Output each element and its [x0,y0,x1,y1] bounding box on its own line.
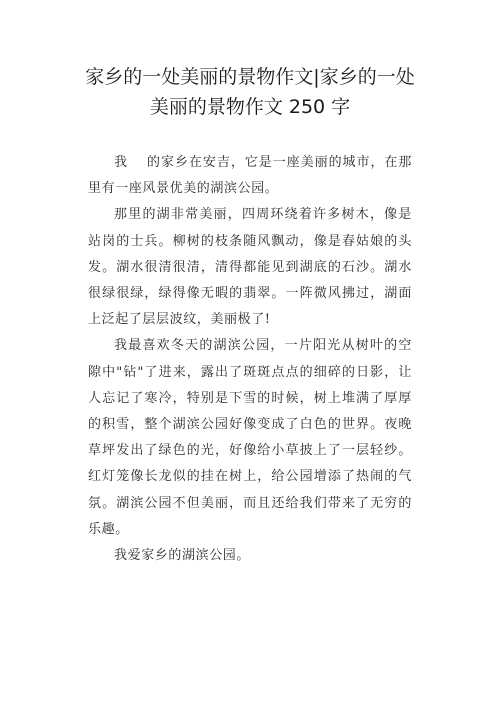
paragraph-3: 我最喜欢冬天的湖滨公园，一片阳光从树叶的空隙中"钻"了进来，露出了斑斑点点的细碎的日影，让人忘记了寒冷，特别是下雪的时候，树上堆满了厚厚的积雪，整个湖滨公园好像变成了白色的世界。夜晚草坪发出了绿色的光，好像给小草披上了一层轻纱。红灯笼像长龙似的挂在树上，给公园增添了热闹的气氛。湖滨公园不但美丽，而且还给我们带来了无穷的乐趣。 [88,338,412,537]
document-title-line-2: 美丽的景物作文 250 字 [149,96,351,118]
paragraph-1: 我 的家乡在安吉，它是一座美丽的城市，在那里有一座风景优美的湖滨公园。 [88,155,412,197]
paragraph-2: 那里的湖非常美丽，四周环绕着许多树木，像是站岗的士兵。柳树的枝条随风飘动，像是春姑娘的头发。湖水很清很清，清得都能见到湖底的石沙。湖水很绿很绿，绿得像无暇的翡翠。一阵微风拂过，湖面上泛起了层层波纹，美丽极了! [88,207,412,328]
paragraph-4: 我爱家乡的湖滨公园。 [114,548,251,564]
document-title-line-1: 家乡的一处美丽的景物作文|家乡的一处 [85,66,415,88]
document-body [88,150,412,569]
